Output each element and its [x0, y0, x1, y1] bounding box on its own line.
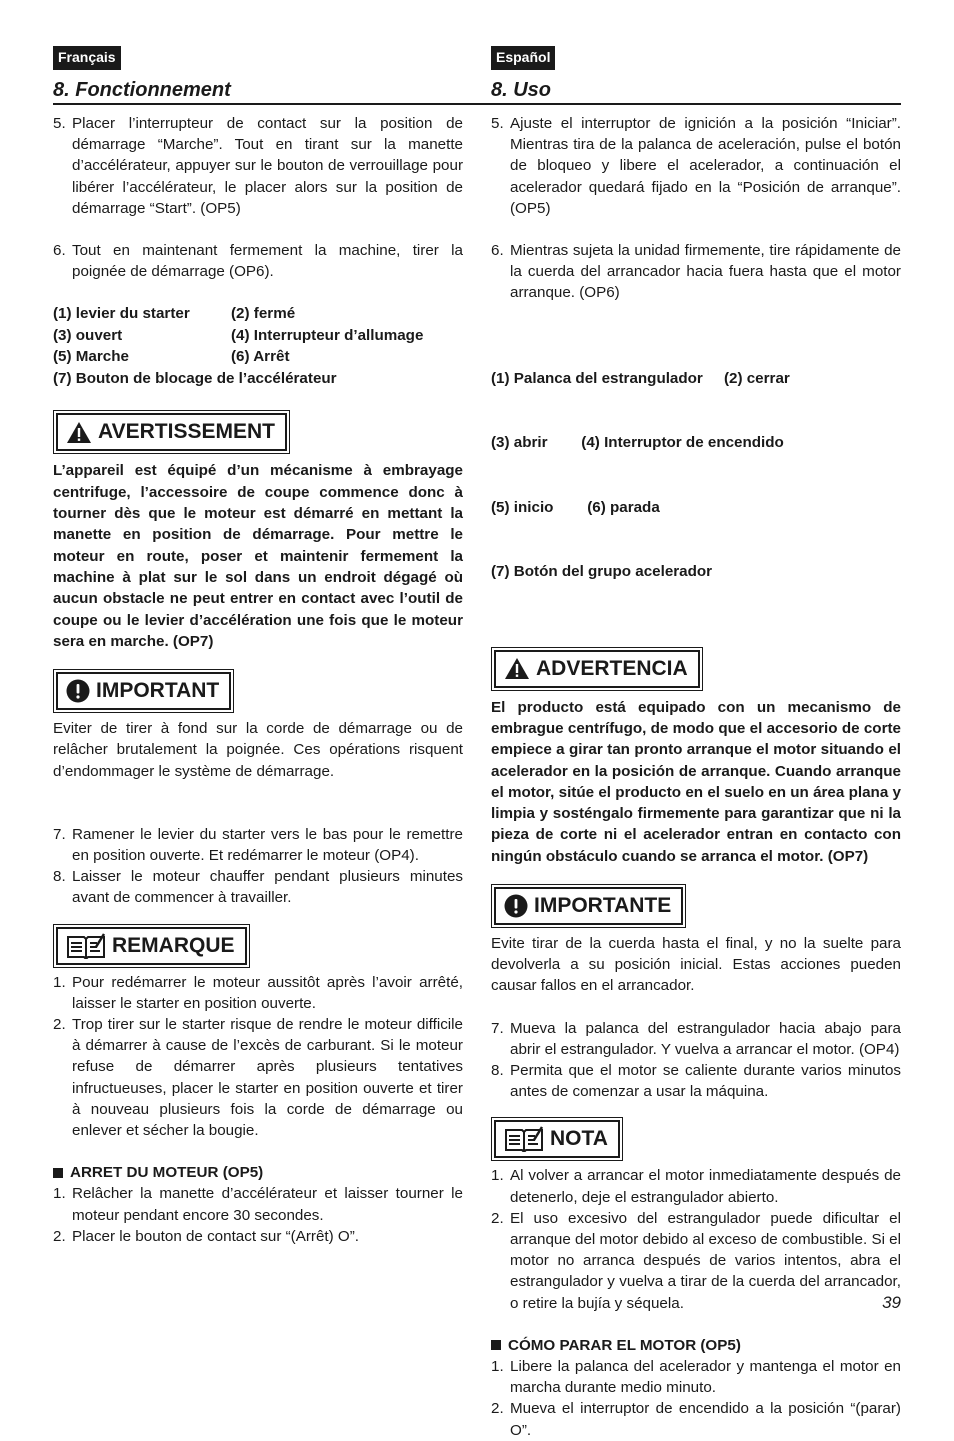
warning-text: L’appareil est équipé d’un mécanisme à embrayage centrifuge, l’accessoire de coupe commence donc à tourner dès que le moteur est démarré en mettant la manette en position de démarrage. Pour mettre le moteur en route, poser et maintenir fermement la machine à plat sur le sol dans un endroit dégagé où aucun obstacle ne peut entrer en contact avec l’outil de coupe ou le levier d’accélération une fois que le moteur sera en marche. (OP7) [53, 462, 463, 650]
parar-motor-heading: CÓMO PARAR EL MOTOR (OP5) [491, 1335, 901, 1356]
paso-7: 7. Mueva la palanca del estrangulador hacia abajo para abrir el estrangulador. Y vuelva a arrancar el motor. (OP4) [491, 1019, 901, 1058]
paso-5: 5. Ajuste el interruptor de ignición a la posición “Iniciar”. Mientras tira de la palanca de aceleración, pulse el botón de bloqueo y libere el acelerador, a continuación el acelerador quedará fijado en la “Posición de arranque”. (OP5) [491, 115, 901, 217]
step-7: 7. Ramener le levier du starter vers le bas pour le remettre en position ouverte. Et redémarrer le moteur (OP4). [53, 825, 463, 864]
paso-8: 8. Permita que el motor se caliente durante varios minutos antes de comenzar a usar la máquina. [491, 1062, 901, 1101]
note-1: 1. Pour redémarrer le moteur aussitôt après l’avoir arrêté, laisser le starter en position ouverte. [53, 973, 463, 1012]
step-8: 8. Laisser le moteur chauffer pendant plusieurs minutes avant de commencer à travailler. [53, 868, 463, 907]
language-tag-french: Français [53, 46, 121, 70]
square-bullet-icon [53, 1168, 63, 1178]
section-title-french: 8. Fonctionnement [53, 79, 231, 101]
section-title-spanish: 8. Uso [491, 79, 552, 101]
language-tag-spanish: Español [491, 46, 555, 70]
header-divider [53, 103, 901, 105]
advertencia-text: El producto está equipado con un mecanismo de embrague centrífugo, de modo que el accesorio de corte empiece a girar tan pronto arranque el motor situando el acelerador en la posición de arranque. Cuando arranque el motor, sitúe el producto en el suelo en un área plana y limpia y sosténgalo firmemente para garantizar que ni la pieza de corte ni el acelerador entran en contacto con ningún obstáculo cuando se arranca el motor. (OP7) [491, 698, 901, 865]
stop-step-2: 2. Placer le bouton de contact sur “(Arrêt) O”. [53, 1227, 359, 1245]
legend: (1) levier du starter (2) fermé (3) ouvert (4) Interrupteur d’allumage (5) Marche (6) Arrêt (7) Bouton de blocage de l’accélérateur [53, 305, 424, 387]
header-french [53, 46, 463, 102]
nota-label: NOTA [494, 1120, 620, 1158]
warning-triangle-icon [504, 657, 530, 680]
square-bullet-icon [491, 1340, 501, 1350]
nota-2: 2. El uso excesivo del estrangulador puede dificultar el arranque del motor debido al exceso de combustible. Si el motor no arranca después de varios intentos, abra el estrangulador y vuelva a tirar de la cuerda del arrancador, o retire la bujía y séquela. [491, 1209, 901, 1312]
parar-paso-1: 1. Libere la palanca del acelerador y mantenga el motor en marcha durante medio minuto. [491, 1358, 901, 1397]
stop-engine-heading: ARRET DU MOTEUR (OP5) [53, 1162, 463, 1183]
page-number: 39 [882, 1293, 901, 1312]
warning-label: AVERTISSEMENT [56, 413, 287, 451]
warning-triangle-icon [66, 421, 92, 444]
step-5: 5. Placer l’interrupteur de contact sur la position de démarrage “Marche”. Tout en tirant sur la manette d’accélérateur, appuyer sur le bouton de verrouillage pour libérer l’accélérateur, le placer alors sur la position de démarrage “Start”. (OP5) [53, 115, 463, 217]
importante-label: IMPORTANTE [494, 887, 683, 925]
note-label: REMARQUE [56, 927, 247, 965]
important-label: IMPORTANT [56, 672, 231, 710]
note-book-icon [504, 1126, 544, 1152]
exclamation-icon [66, 679, 90, 703]
parar-paso-2: 2. Mueva el interruptor de encendido a la posición “(parar) O”. [491, 1400, 901, 1439]
stop-step-1: 1. Relâcher la manette d’accélérateur et laisser tourner le moteur pendant encore 30 secondes. [53, 1185, 463, 1224]
french-column [53, 113, 463, 1247]
exclamation-icon [504, 894, 528, 918]
leyenda: (1) Palanca del estrangulador (2) cerrar (3) abrir (4) Interruptor de encendido (5) inicio (6) parada (7) Botón del grupo acelerador [491, 369, 790, 581]
nota-1: 1. Al volver a arrancar el motor inmediatamente después de detenerlo, deje el estrangulador abierto. [491, 1167, 901, 1206]
paso-6: 6. Mientras sujeta la unidad firmemente, tire rápidamente de la cuerda del arrancador hacia fuera hasta que el motor arranque. (OP6) [491, 242, 901, 302]
step-6: 6. Tout en maintenant fermement la machine, tirer la poignée de démarrage (OP6). [53, 242, 463, 281]
importante-text: Evite tirar de la cuerda hasta el final, y no la suelte para devolverla a su posición inicial. Estas acciones pueden causar fallos en el arrancador. [491, 935, 901, 995]
spanish-column [491, 113, 901, 1441]
advertencia-label: ADVERTENCIA [494, 650, 700, 688]
important-text: Eviter de tirer à fond sur la corde de démarrage ou de relâcher brutalement la poignée. Ces opérations risquent d’endommager le système de démarrage. [53, 720, 463, 780]
note-2: 2. Trop tirer sur le starter risque de rendre le moteur difficile à démarrer à cause de l’excès de carburant. Si le moteur refuse de démarrer après plusieurs tentatives infructueuses, placer le starter en position ouverte et tirer à nouveau plusieurs fois la corde de démarrage ou enlever et sécher la bougie. [53, 1015, 463, 1139]
header-spanish [491, 46, 901, 102]
note-book-icon [66, 933, 106, 959]
